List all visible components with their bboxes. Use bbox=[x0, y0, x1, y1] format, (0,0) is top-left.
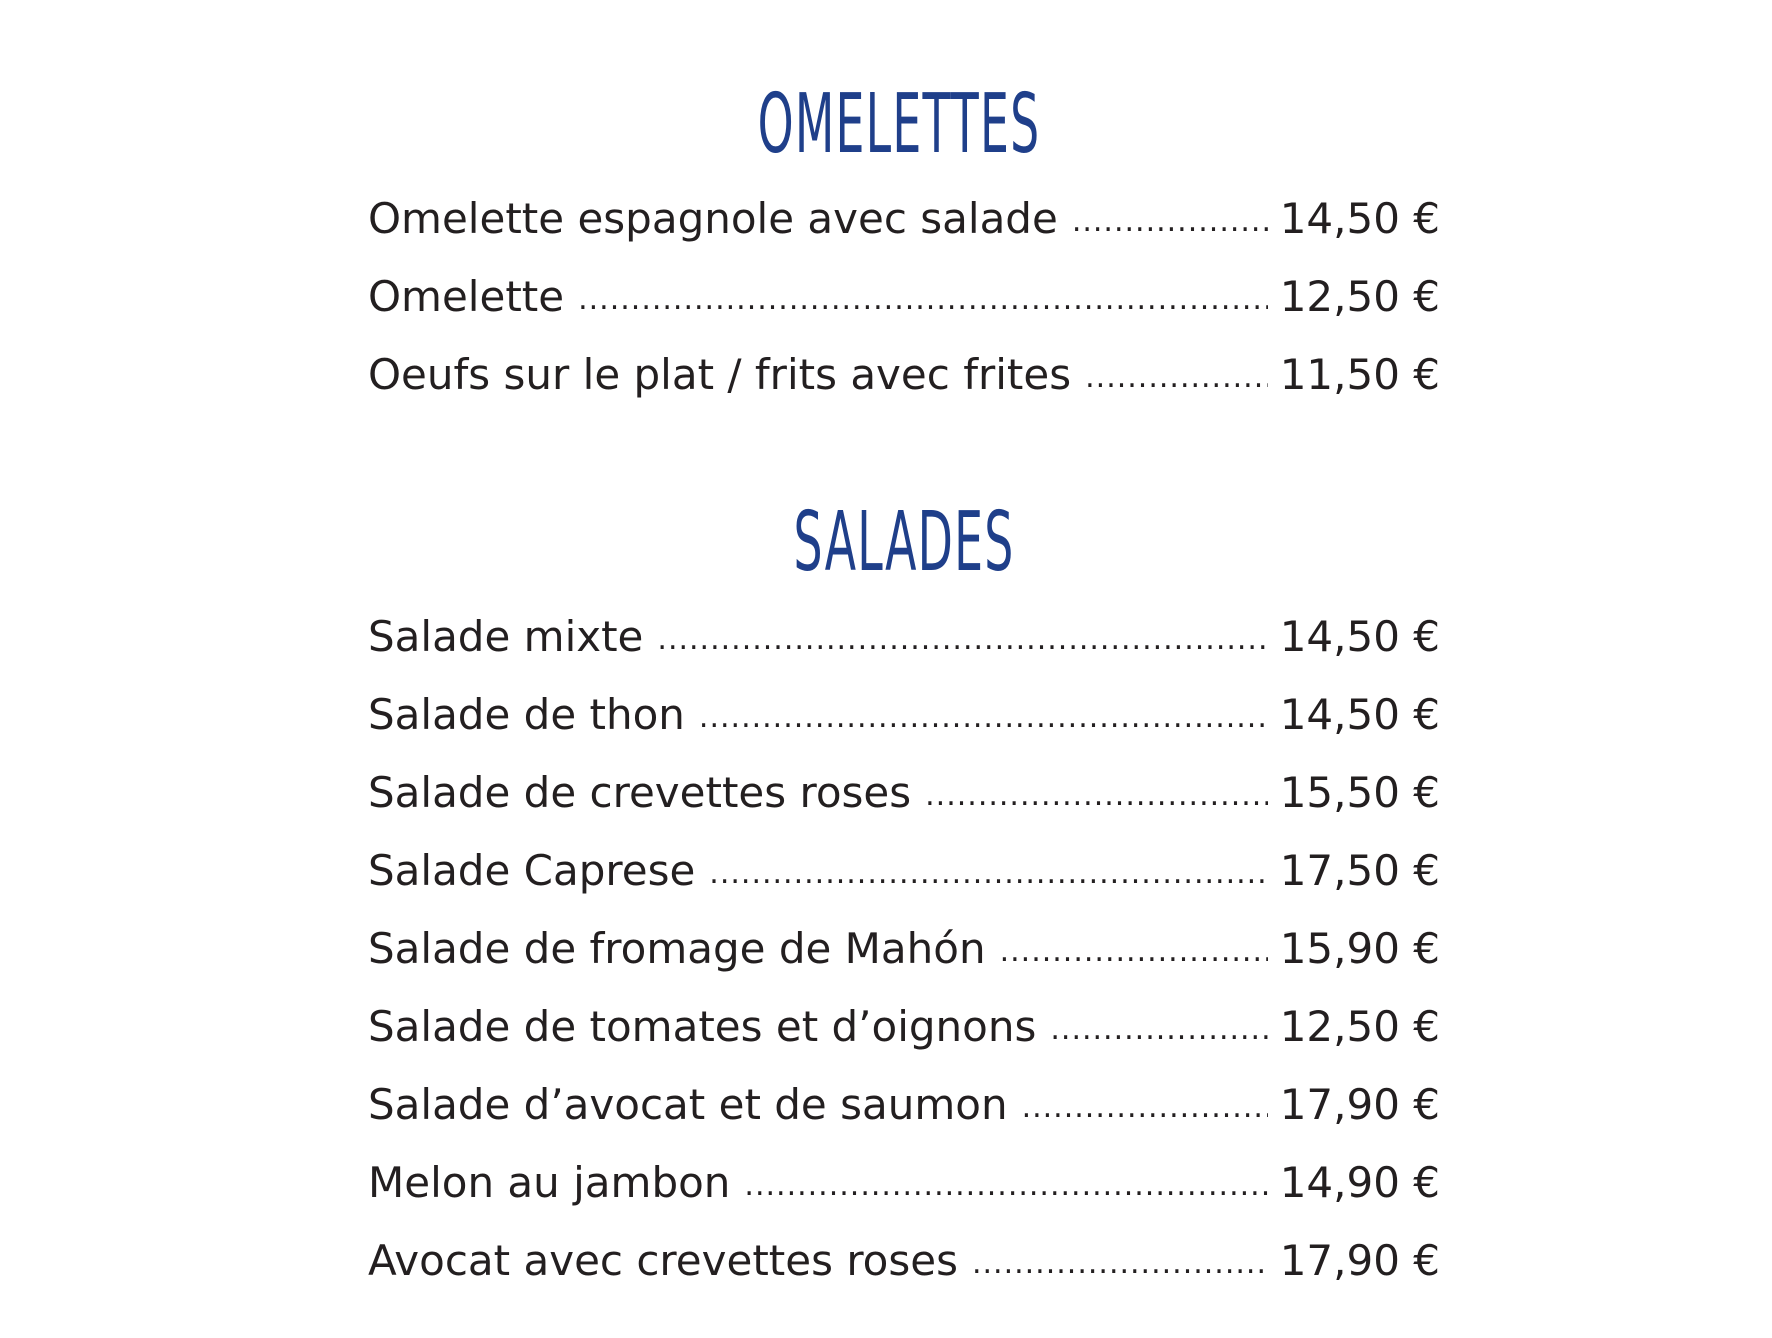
dot-leader bbox=[1072, 183, 1268, 261]
menu-item-name: Salade Caprese bbox=[368, 846, 696, 895]
menu-item-price: 14,50 € bbox=[1279, 612, 1440, 661]
menu-item bbox=[368, 1222, 1440, 1300]
dot-leader bbox=[709, 835, 1267, 913]
menu-item-price: 14,50 € bbox=[1279, 690, 1440, 739]
menu-item bbox=[368, 598, 1440, 676]
dot-leader bbox=[657, 601, 1267, 679]
dot-leader bbox=[578, 261, 1268, 339]
menu-item-price: 15,90 € bbox=[1279, 924, 1440, 973]
menu-item-name: Salade d’avocat et de saumon bbox=[368, 1080, 1008, 1129]
dot-leader bbox=[1085, 339, 1268, 417]
menu-item bbox=[368, 754, 1440, 832]
section-salades bbox=[368, 488, 1440, 1300]
menu-item bbox=[368, 832, 1440, 910]
salades-list bbox=[368, 598, 1440, 1300]
menu-item bbox=[368, 910, 1440, 988]
menu-item bbox=[368, 1066, 1440, 1144]
dot-leader bbox=[1000, 913, 1268, 991]
menu-item-price: 15,50 € bbox=[1279, 768, 1440, 817]
menu-item bbox=[368, 258, 1440, 336]
dot-leader bbox=[925, 757, 1268, 835]
menu-item-name: Avocat avec crevettes roses bbox=[368, 1236, 958, 1285]
section-title-omelettes: OMELETTES bbox=[757, 77, 1041, 172]
dot-leader bbox=[1022, 1069, 1268, 1147]
menu-item-price: 17,90 € bbox=[1279, 1236, 1440, 1285]
section-omelettes bbox=[368, 70, 1440, 414]
menu-item bbox=[368, 988, 1440, 1066]
menu-item-name: Salade de thon bbox=[368, 690, 685, 739]
menu-item bbox=[368, 676, 1440, 754]
menu-item bbox=[368, 336, 1440, 414]
menu-item bbox=[368, 1144, 1440, 1222]
menu-item-price: 14,90 € bbox=[1279, 1158, 1440, 1207]
menu-item-name: Omelette bbox=[368, 272, 565, 321]
menu-item bbox=[368, 180, 1440, 258]
section-title-salades: SALADES bbox=[793, 495, 1015, 590]
dot-leader bbox=[1050, 991, 1267, 1069]
dot-leader bbox=[744, 1147, 1267, 1225]
menu-item-name: Salade de fromage de Mahón bbox=[368, 924, 986, 973]
menu-item-price: 11,50 € bbox=[1279, 350, 1440, 399]
omelettes-list bbox=[368, 180, 1440, 414]
menu-item-name: Salade de tomates et d’oignons bbox=[368, 1002, 1037, 1051]
menu-item-name: Omelette espagnole avec salade bbox=[368, 194, 1058, 243]
menu-item-price: 14,50 € bbox=[1279, 194, 1440, 243]
menu-item-price: 17,50 € bbox=[1279, 846, 1440, 895]
menu-item-price: 12,50 € bbox=[1279, 1002, 1440, 1051]
menu-item-name: Salade de crevettes roses bbox=[368, 768, 912, 817]
menu-item-name: Melon au jambon bbox=[368, 1158, 731, 1207]
menu-item-price: 12,50 € bbox=[1279, 272, 1440, 321]
menu-item-price: 17,90 € bbox=[1279, 1080, 1440, 1129]
menu-item-name: Salade mixte bbox=[368, 612, 644, 661]
menu-item-name: Oeufs sur le plat / frits avec frites bbox=[368, 350, 1072, 399]
dot-leader bbox=[972, 1225, 1268, 1303]
dot-leader bbox=[699, 679, 1268, 757]
